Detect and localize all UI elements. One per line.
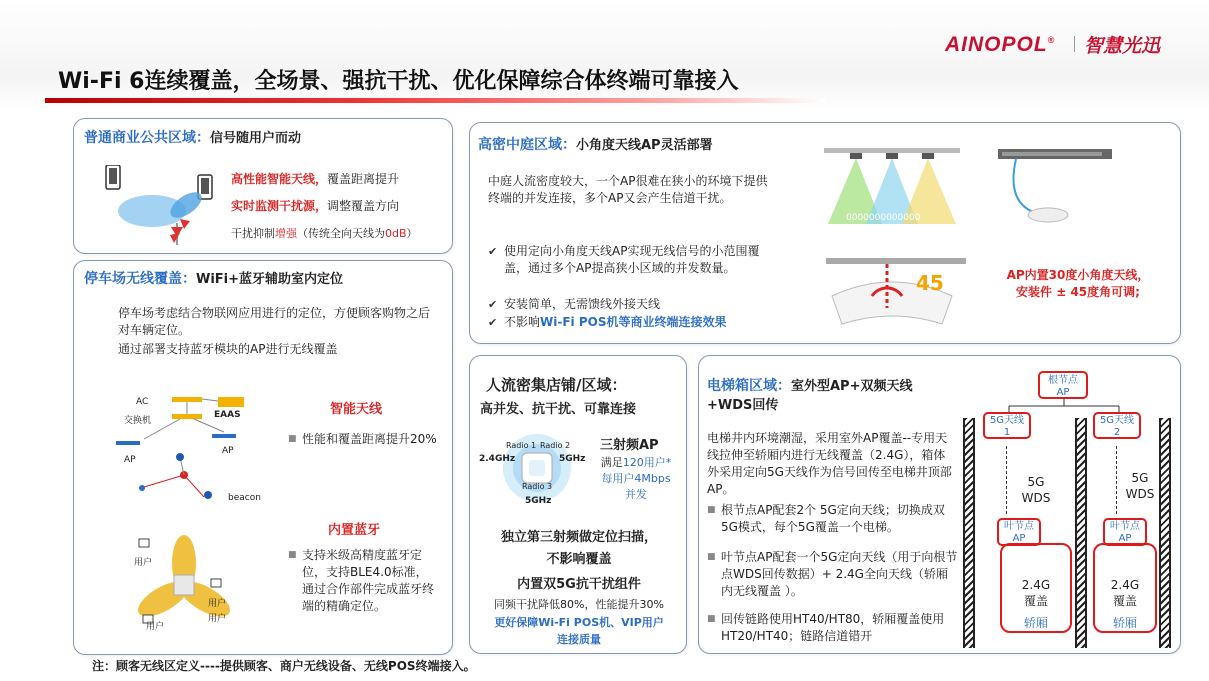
access-point-switch-icon: [996, 143, 1116, 225]
wds-arrow-2: [1116, 446, 1117, 514]
svg-text:0000000000000: 0000000000000: [846, 213, 921, 223]
bluetooth-desc: ■ 支持米级高精度蓝牙定位，支持BLE4.0标准，通过合作部件完成蓝牙终端的精确定位。: [288, 547, 438, 615]
commercial-title: 普通商业公共区域：信号随用户而动: [84, 130, 302, 146]
shaft-wall-middle: [1075, 418, 1087, 648]
leaf-node-ap-2: 叶节点 AP: [1103, 518, 1147, 546]
commercial-line-2: 实时监测干扰源，调整覆盖方向: [231, 199, 400, 213]
car-box-1: [1000, 543, 1072, 633]
wds-label-2: 5G WDS: [1125, 471, 1155, 501]
car-label-1: 轿厢: [1023, 616, 1048, 630]
store-title: 人流密集店铺/区域：: [486, 376, 627, 394]
beacon-label: beacon: [228, 493, 261, 503]
switch-label: 交换机: [124, 416, 152, 426]
logo-divider: [1074, 36, 1075, 52]
tagline: 智慧光迅: [1084, 35, 1161, 57]
car-box-2: [1093, 543, 1157, 633]
store-line-4: 同频干扰降低80%，性能提升30%: [494, 598, 664, 611]
leaf-node-ap-1: 叶节点 AP: [997, 518, 1041, 546]
courtyard-check-2: ✔ 安装简单，无需馈线外接天线: [488, 296, 778, 313]
radio-1-label: Radio 1: [506, 441, 537, 450]
footer-note: 注：顾客无线区定义----提供顾客、商户无线设备、无线POS终端接入。: [92, 659, 476, 673]
bluetooth-title: 内置蓝牙: [328, 523, 381, 538]
network-diagram-icon: [104, 387, 274, 507]
user-label-3: 用户: [146, 622, 165, 632]
parking-title: 停车场无线覆盖：WiFi+蓝牙辅助室内定位: [84, 271, 344, 287]
elevator-bullet-2: ■ 叶节点AP配套一个5G定向天线（用于向根节点WDS回传数据）+ 2.4G全向天线（轿厢内无线覆盖 ）。: [707, 549, 959, 600]
freq-24-label: 2.4GHz: [479, 454, 516, 464]
angle-bracket-icon: [822, 256, 972, 336]
wds-label-1: 5G WDS: [1021, 475, 1051, 505]
logo: AINOPOL®: [945, 33, 1056, 56]
radio-2-label: Radio 2: [540, 441, 571, 450]
shaft-wall-left: [963, 418, 975, 648]
commercial-line-1: 高性能智能天线，覆盖距离提升: [231, 172, 400, 186]
triple-radio-icon: [496, 426, 578, 504]
ac-label: AC: [136, 397, 149, 407]
root-node-ap: 根节点AP: [1038, 371, 1088, 399]
courtyard-title: 高密中庭区域：小角度天线AP灵活部署: [478, 137, 713, 153]
store-card: [469, 355, 687, 654]
commercial-card: [73, 118, 453, 254]
elevator-bullet-3: ■ 回传链路使用HT40/HT80，轿厢覆盖使用HT20/HT40；链路信道错开: [707, 611, 959, 645]
eaas-label: EAAS: [214, 410, 241, 420]
commercial-line-3: 干扰抑制增强（传统全向天线为0dB）: [231, 227, 418, 240]
store-line-2: 不影响覆盖: [546, 552, 612, 567]
ap-label-1: AP: [124, 455, 136, 465]
courtyard-note: AP内置30度小角度天线， 安装件 ± 45度角可调;: [1006, 268, 1150, 299]
elevator-desc: 电梯井内环境潮湿，采用室外AP覆盖--专用天线拉伸至轿厢内进行无线覆盖（2.4G），箱体外采用定向5G天线作为信号回传至电梯井顶部AP。: [707, 431, 952, 496]
title-underline: [45, 98, 825, 103]
ap-label-2: AP: [222, 446, 234, 456]
angle-label: 45: [916, 271, 944, 295]
small-angle-coverage-icon: [822, 146, 964, 228]
page-title: Wi-Fi 6连续覆盖，全场景、强抗干扰、优化保障综合体终端可靠接入: [58, 69, 739, 94]
smart-antenna-icon: [102, 165, 226, 247]
store-line-6: 连接质量: [557, 633, 601, 646]
store-line-3: 内置双5G抗干扰组件: [517, 577, 641, 592]
smart-antenna-title: 智能天线: [330, 402, 383, 417]
courtyard-card: [469, 122, 1181, 344]
tri-radio-ap-desc: 满足120用户* 每用户4Mbps 并发: [600, 456, 672, 501]
store-line-1: 独立第三射频做定位扫描，: [500, 530, 657, 545]
user-label-4: 用户: [208, 614, 227, 624]
elevator-subtitle-2: +WDS回传: [707, 398, 779, 413]
radio-3-label: Radio 3: [522, 482, 553, 491]
tri-radio-ap-title: 三射频AP: [600, 438, 659, 453]
freq-5a-label: 5GHz: [559, 454, 586, 464]
parking-card: [73, 260, 453, 655]
store-subtitle: 高并发、抗干扰、可靠连接: [480, 402, 637, 417]
user-label-1: 用户: [134, 558, 153, 568]
coverage-label-1: 2.4G 覆盖: [1021, 578, 1051, 608]
user-label-2: 用户: [208, 599, 227, 609]
wds-arrow-1: [1006, 446, 1007, 514]
courtyard-check-1: ✔ 使用定向小角度天线AP实现无线信号的小范围覆盖，通过多个AP提高狭小区域的并发数量。: [488, 243, 778, 277]
store-line-5: 更好保障Wi-Fi POS机、VIP用户: [494, 616, 664, 629]
courtyard-desc: 中庭人流密度较大，一个AP很难在狭小的环境下提供终端的并发连接，多个AP又会产生信道干扰。: [488, 174, 768, 205]
smart-antenna-desc: ■ 性能和覆盖距离提升20%: [288, 431, 448, 448]
coverage-label-2: 2.4G 覆盖: [1110, 578, 1140, 608]
parking-desc: 停车场考虑结合物联网应用进行的定位，方便顾客购物之后对车辆定位。: [118, 306, 431, 337]
antenna-1-box: 5G天线1: [983, 412, 1031, 439]
elevator-title: 电梯箱区域：室外型AP+双频天线: [707, 378, 913, 394]
elevator-bullet-1: ■ 根节点AP配套2个 5G定向天线；切换成双5G模式，每个5G覆盖一个电梯。: [707, 502, 959, 536]
elevator-card: [698, 355, 1181, 654]
courtyard-check-3: ✔ 不影响Wi-Fi POS机等商业终端连接效果: [488, 314, 788, 331]
antenna-2-box: 5G天线2: [1093, 412, 1141, 439]
shaft-wall-right: [1159, 418, 1171, 648]
car-label-2: 轿厢: [1112, 616, 1137, 630]
freq-5b-label: 5GHz: [525, 496, 552, 506]
parking-desc-2: 通过部署支持蓝牙模块的AP进行无线覆盖: [118, 342, 338, 356]
